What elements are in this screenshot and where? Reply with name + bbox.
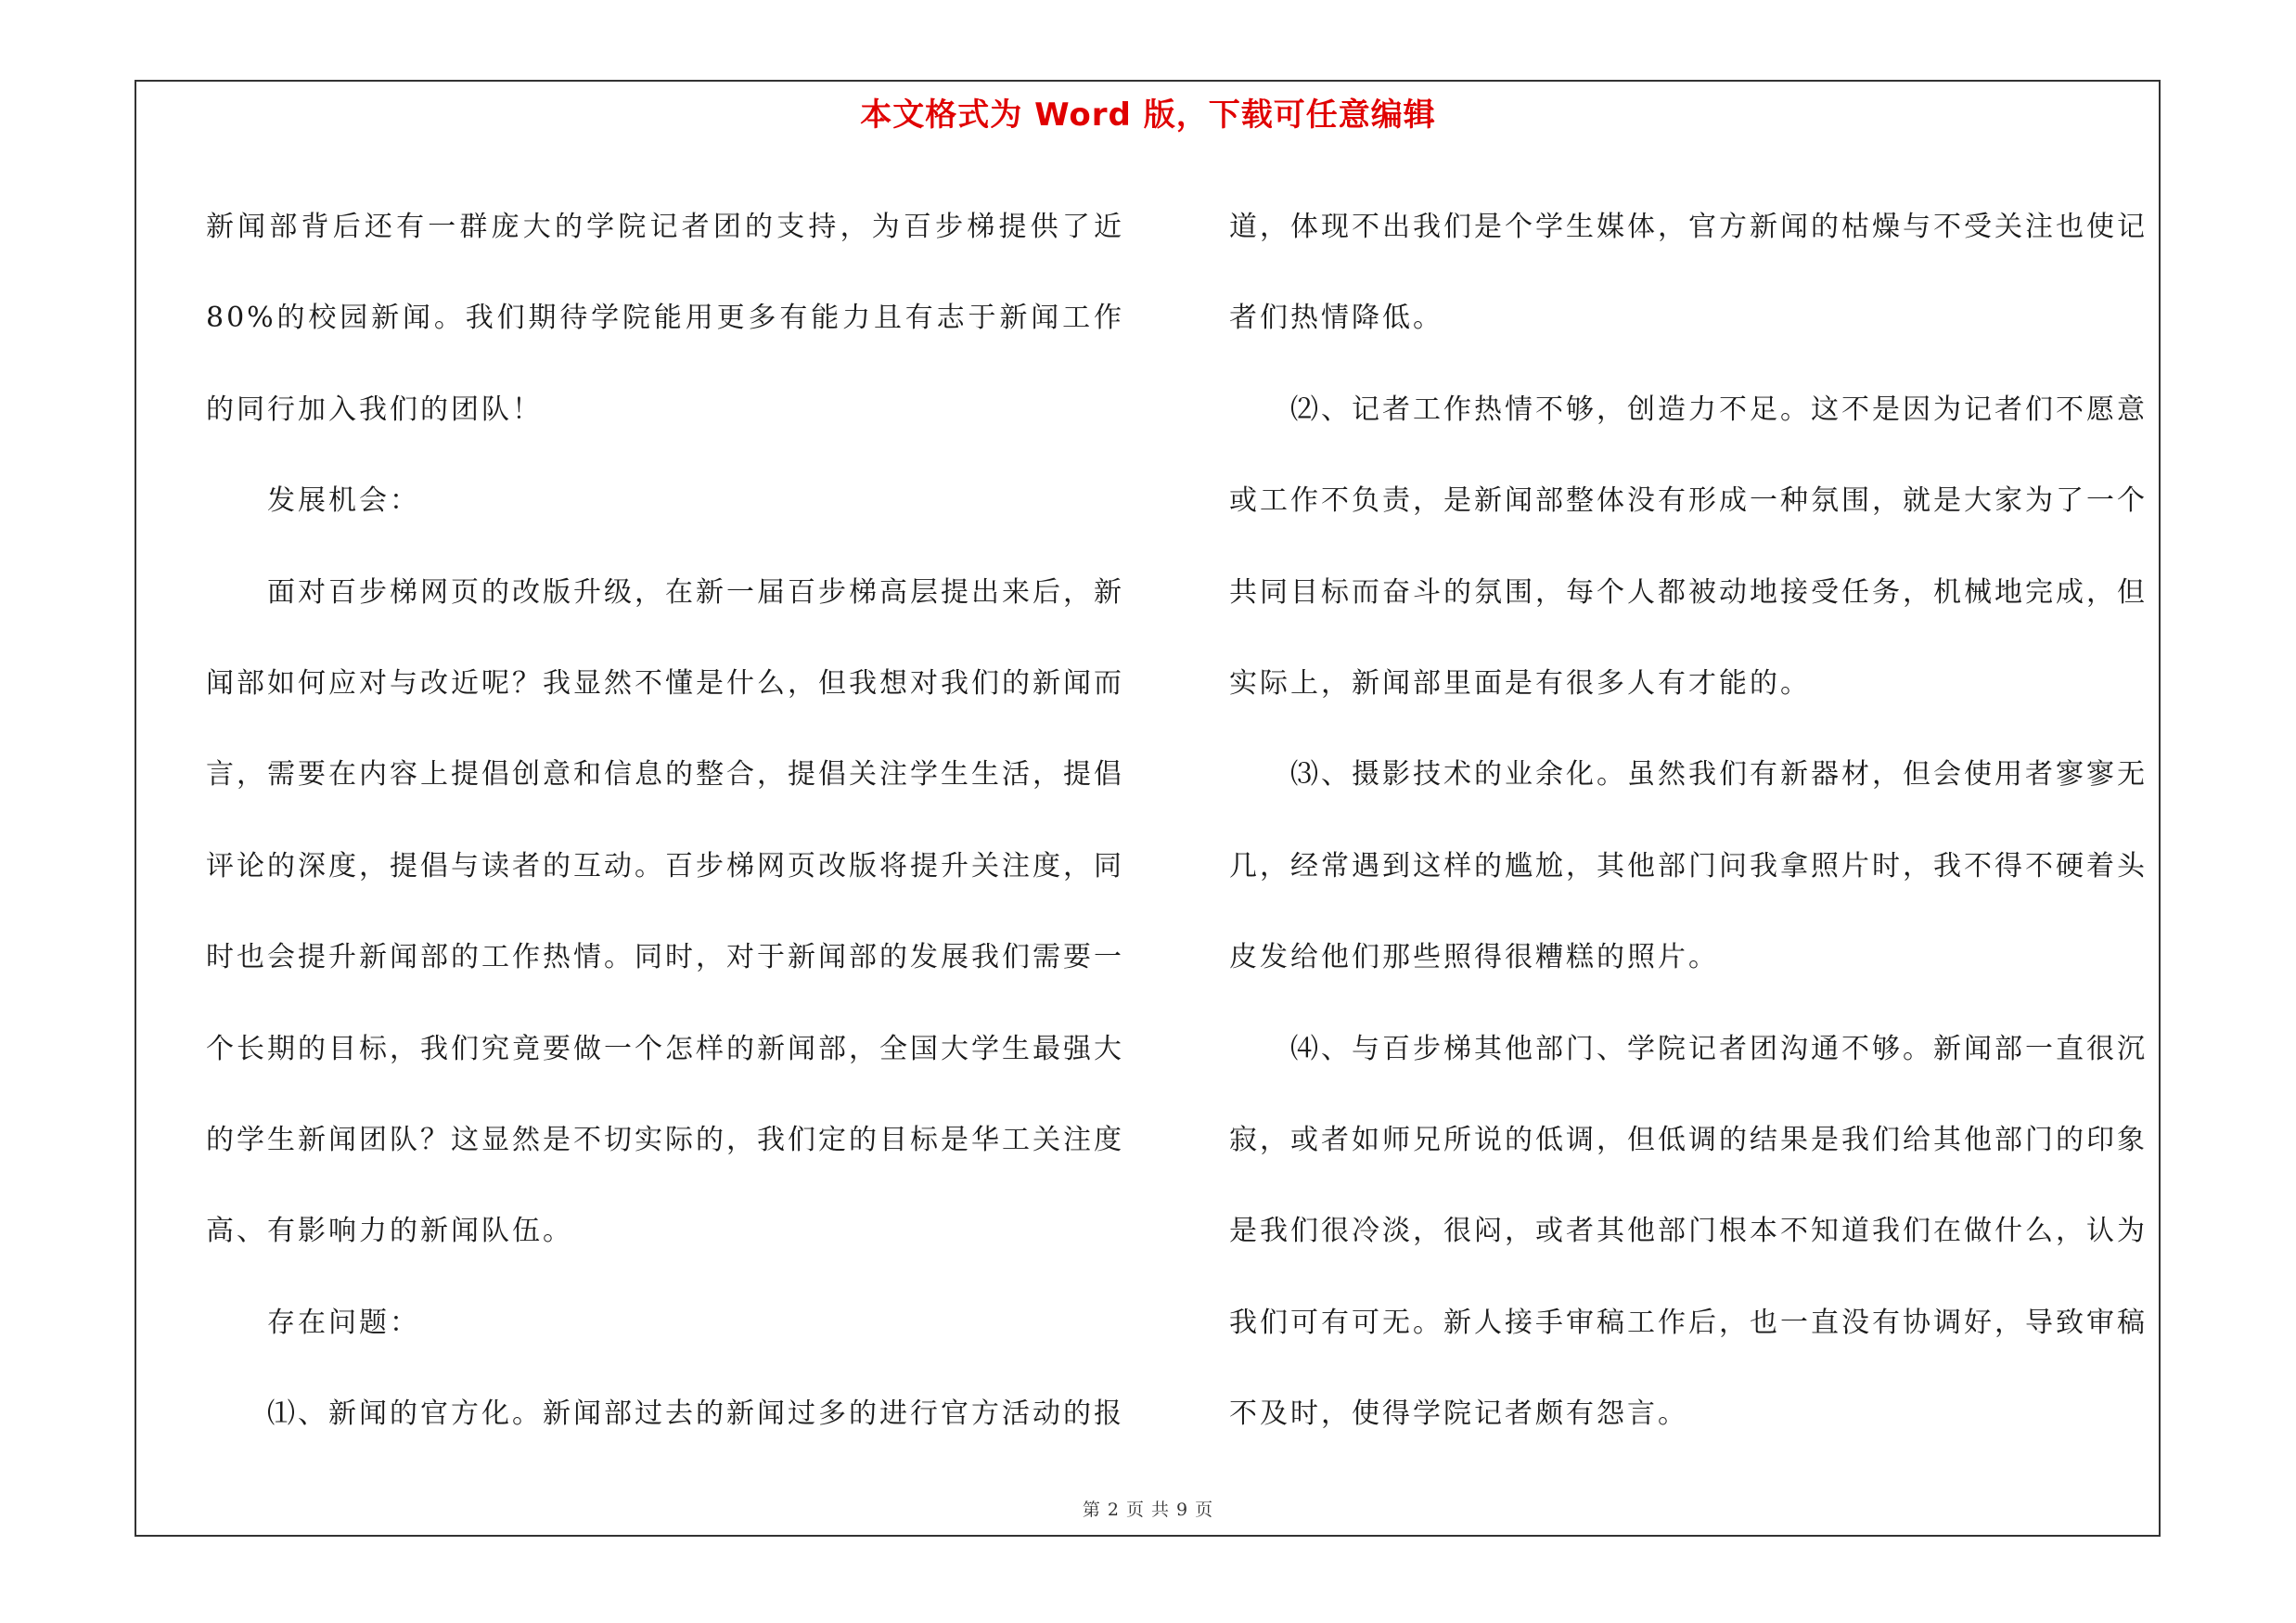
paragraph-continuation: 新闻部背后还有一群庞大的学院记者团的支持，为百步梯提供了近80%的校园新闻。我们期待学院能用更多有能力且有志于新闻工作的同行加入我们的团队！ (206, 211, 1124, 426)
paragraph-problem-1: ⑴、新闻的官方化。新闻部过去的新闻过多的进行官方活动的报 (267, 1398, 1124, 1431)
paragraph-problem-3: ⑶、摄影技术的业余化。虽然我们有新器材，但会使用者寥寥无几，经常遇到这样的尴尬，其他部门问我拿照片时，我不得不硬着头皮发给他们那些照得很糟糕的照片。 (1229, 758, 2148, 974)
section-heading-opportunities: 发展机会： (267, 484, 420, 518)
right-column (1229, 182, 2148, 1461)
paragraph-opportunities: 面对百步梯网页的改版升级，在新一届百步梯高层提出来后，新闻部如何应对与改近呢？我显然不懂是什么，但我想对我们的新闻而言，需要在内容上提倡创意和信息的整合，提倡关注学生生活，提倡评论的深度，提倡与读者的互动。百步梯网页改版将提升关注度，同时也会提升新闻部的工作热情。同时，对于新闻部的发展我们需要一个长期的目标，我们究竟要做一个怎样的新闻部，全国大学生最强大的学生新闻团队？这显然是不切实际的，我们定的目标是华工关注度高、有影响力的新闻队伍。 (206, 575, 1124, 1248)
paragraph-problem-4: ⑷、与百步梯其他部门、学院记者团沟通不够。新闻部一直很沉寂，或者如师兄所说的低调，但低调的结果是我们给其他部门的印象是我们很冷淡，很闷，或者其他部门根本不知道我们在做什么，认为我们可有可无。新人接手审稿工作后，也一直没有协调好，导致审稿不及时，使得学院记者颇有怨言。 (1229, 1032, 2148, 1431)
paragraph-problem-2: ⑵、记者工作热情不够，创造力不足。这不是因为记者们不愿意或工作不负责，是新闻部整体没有形成一种氛围，就是大家为了一个共同目标而奋斗的氛围，每个人都被动地接受任务，机械地完成，但实际上，新闻部里面是有很多人有才能的。 (1229, 393, 2148, 701)
paragraph-problem-1-continued: 道，体现不出我们是个学生媒体，官方新闻的枯燥与不受关注也使记者们热情降低。 (1229, 211, 2148, 335)
section-heading-problems: 存在问题： (267, 1306, 420, 1339)
left-column (206, 182, 1124, 1461)
page-number-footer: 第 2 页 共 9 页 (1082, 1500, 1214, 1520)
header-banner: 本文格式为 Word 版，下载可任意编辑 (860, 97, 1436, 134)
